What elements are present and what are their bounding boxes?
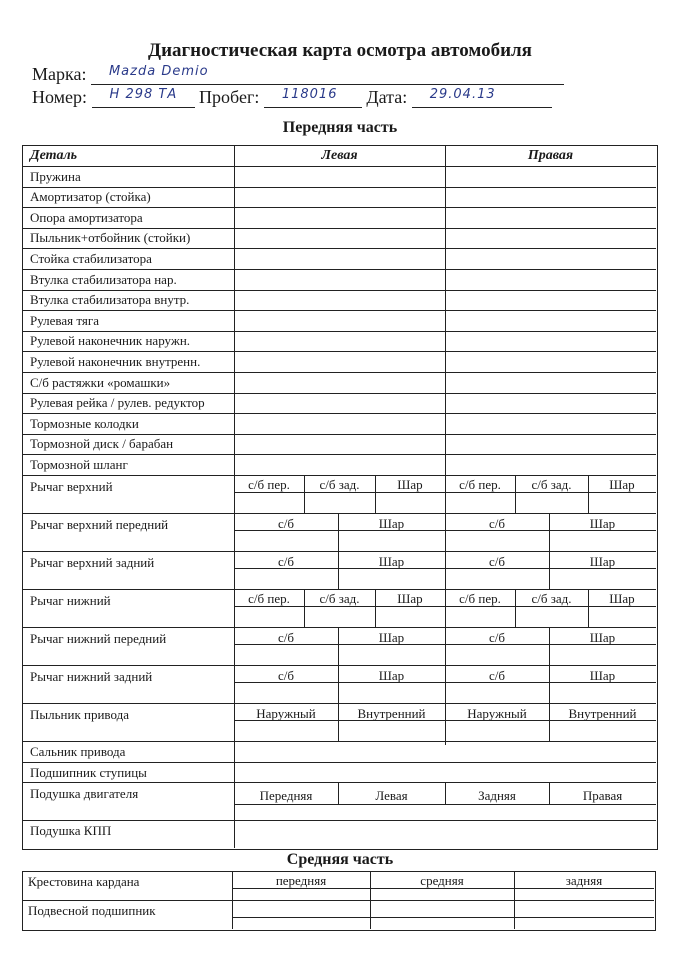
engine-sub-header: Правая [582, 788, 623, 804]
middle-section-heading: Средняя часть [286, 851, 394, 868]
brand-field [32, 64, 564, 85]
brand-value[interactable]: Mazda Demio [91, 64, 564, 85]
lever-right-sub-header: Шар [589, 668, 616, 683]
lever-left-cell[interactable] [338, 644, 445, 665]
middle-row-label: Крестовина кардана [28, 874, 140, 889]
boot-cell[interactable] [234, 720, 338, 741]
engine-sub-header: Задняя [478, 788, 516, 804]
lever-left-sub-header: Шар [378, 668, 405, 683]
lever-row-divider [22, 589, 656, 590]
lever-sub-divider [234, 568, 656, 569]
row-label: Втулка стабилизатора внутр. [30, 292, 190, 308]
boot-sub-header: Наружный [256, 706, 316, 721]
boot-cell[interactable] [549, 720, 656, 741]
boot-sub-divider [234, 720, 656, 721]
engine-mount-cell[interactable] [338, 804, 445, 820]
middle-row-label: Подвесной подшипник [28, 903, 156, 918]
lever-right-sub-header: с/б пер. [459, 477, 501, 492]
boot-sub-header: Наружный [467, 706, 527, 721]
number-value[interactable]: Н 298 ТА [92, 87, 195, 108]
lever-left-sub-header: с/б зад. [319, 477, 360, 492]
lever-right-sub-header: с/б зад. [531, 477, 572, 492]
hub-bearing-cell[interactable] [234, 762, 656, 783]
lever-left-sub-header: с/б [278, 630, 294, 645]
lever-right-cell[interactable] [515, 492, 588, 513]
column-header-detail: Деталь [30, 148, 78, 163]
row-left-cell[interactable] [234, 331, 445, 352]
lever-right-cell[interactable] [588, 492, 656, 513]
lever-left-sub-header: с/б [278, 554, 294, 569]
boot-subcol-divider [549, 703, 550, 741]
row-right-cell[interactable] [445, 393, 656, 414]
lever-left-cell[interactable] [375, 492, 445, 513]
boot-sub-header: Внутренний [568, 706, 637, 721]
middle-cell[interactable] [514, 900, 654, 929]
mileage-label: Пробег: [199, 87, 260, 107]
oil-seal-cell[interactable] [234, 741, 656, 762]
engine-mount-cell[interactable] [549, 804, 656, 820]
row-divider [22, 782, 656, 783]
row-right-cell[interactable] [445, 248, 656, 269]
lever-row-divider [22, 665, 656, 666]
middle-sub-header: средняя [420, 873, 464, 888]
row-left-cell[interactable] [234, 372, 445, 393]
engine-subcol-divider [338, 782, 339, 804]
lever-right-cell[interactable] [445, 606, 515, 627]
middle-cell[interactable] [370, 888, 514, 900]
lever-right-cell[interactable] [445, 492, 515, 513]
lever-left-cell[interactable] [338, 530, 445, 551]
lever-right-sub-header: с/б пер. [459, 591, 501, 606]
boot-cell[interactable] [445, 720, 549, 741]
row-right-cell[interactable] [445, 413, 656, 434]
row-label: Стойка стабилизатора [30, 250, 152, 266]
row-right-cell[interactable] [445, 207, 656, 228]
lever-left-cell[interactable] [234, 568, 338, 589]
row-label: С/б растяжки «ромашки» [30, 374, 171, 390]
brand-label: Марка: [32, 64, 87, 84]
row-label: Рулевой наконечник наружн. [30, 333, 191, 349]
boot-label: Пыльник привода [30, 707, 129, 722]
lever-left-cell[interactable] [234, 682, 338, 703]
row-label: Рулевой наконечник внутренн. [30, 353, 201, 369]
number-label: Номер: [32, 87, 88, 107]
lever-label: Рычаг верхний [30, 479, 113, 494]
lever-left-sub-header: с/б [278, 516, 294, 531]
row-left-cell[interactable] [234, 166, 445, 187]
row-left-cell[interactable] [234, 310, 445, 331]
lever-right-sub-header: с/б [489, 668, 505, 683]
lever-row-divider [22, 551, 656, 552]
gearbox-mount-cell[interactable] [234, 820, 656, 848]
lever-left-sub-header: с/б пер. [248, 477, 290, 492]
engine-sub-header: Левая [375, 788, 408, 804]
lever-left-cell[interactable] [375, 606, 445, 627]
lever-label: Рычаг верхний передний [30, 517, 169, 532]
row-right-cell[interactable] [445, 351, 656, 372]
row-right-cell[interactable] [445, 372, 656, 393]
lever-sub-divider [234, 606, 656, 607]
lever-label: Рычаг нижний передний [30, 631, 167, 646]
row-left-cell[interactable] [234, 434, 445, 455]
boot-subcol-divider [338, 703, 339, 741]
lever-left-sub-header: с/б пер. [248, 591, 290, 606]
row-left-cell[interactable] [234, 290, 445, 311]
lever-right-cell[interactable] [549, 568, 656, 589]
lever-left-cell[interactable] [234, 492, 304, 513]
lever-sub-divider [234, 530, 656, 531]
lever-sub-divider [234, 492, 656, 493]
date-label: Дата: [366, 87, 408, 107]
row-left-cell[interactable] [234, 207, 445, 228]
row-left-cell[interactable] [234, 393, 445, 414]
row-label: Опора амортизатора [30, 209, 143, 225]
gearbox-mount-label: Подушка КПП [30, 823, 112, 839]
lever-left-sub-header: с/б зад. [319, 591, 360, 606]
lever-left-cell[interactable] [338, 682, 445, 703]
row-right-cell[interactable] [445, 269, 656, 290]
lever-right-cell[interactable] [515, 606, 588, 627]
lever-right-sub-header: с/б [489, 516, 505, 531]
middle-sub-divider [232, 888, 654, 889]
lever-right-sub-header: Шар [589, 554, 616, 569]
date-value[interactable]: 29.04.13 [412, 87, 552, 108]
middle-cell[interactable] [232, 888, 370, 900]
lever-row-divider [22, 627, 656, 628]
row-label: Тормозной диск / барабан [30, 436, 174, 452]
boot-sub-header: Внутренний [357, 706, 426, 721]
lever-row-divider [22, 703, 656, 704]
lever-left-cell[interactable] [234, 530, 338, 551]
document-title: Диагностическая карта осмотра автомобиля [148, 40, 532, 61]
lever-right-sub-header: Шар [609, 477, 635, 492]
lever-right-cell[interactable] [445, 568, 549, 589]
row-right-cell[interactable] [445, 228, 656, 249]
middle-cell[interactable] [232, 900, 370, 929]
lever-left-cell[interactable] [304, 492, 375, 513]
row-label: Амортизатор (стойка) [30, 189, 151, 205]
lever-left-sub-header: Шар [378, 516, 405, 531]
engine-mount-cell[interactable] [445, 804, 549, 820]
lever-left-sub-header: с/б [278, 668, 294, 683]
engine-sub-header: Передняя [259, 788, 313, 804]
lever-right-cell[interactable] [445, 530, 549, 551]
engine-subcol-divider [549, 782, 550, 804]
lever-right-sub-header: Шар [589, 630, 616, 645]
lever-left-sub-header: Шар [378, 630, 405, 645]
row-right-cell[interactable] [445, 166, 656, 187]
row-right-cell[interactable] [445, 310, 656, 331]
engine-subcol-divider [445, 782, 446, 804]
lever-right-cell[interactable] [549, 530, 656, 551]
lever-left-sub-header: Шар [397, 477, 423, 492]
middle-sub-header: задняя [565, 873, 603, 888]
number-mileage-date-row [32, 87, 552, 108]
row-left-cell[interactable] [234, 413, 445, 434]
oil-seal-label: Сальник привода [30, 744, 126, 759]
lever-right-sub-header: Шар [589, 516, 616, 531]
mileage-value[interactable]: 118016 [264, 87, 362, 108]
column-header-right: Правая [527, 148, 574, 163]
lever-right-cell[interactable] [445, 644, 549, 665]
lever-right-cell[interactable] [588, 606, 656, 627]
lever-left-cell[interactable] [234, 644, 338, 665]
column-header-left: Левая [321, 148, 358, 163]
lever-right-cell[interactable] [549, 644, 656, 665]
lever-right-sub-header: с/б зад. [531, 591, 572, 606]
row-right-cell[interactable] [445, 290, 656, 311]
row-left-cell[interactable] [234, 454, 445, 475]
front-section-heading: Передняя часть [282, 119, 398, 136]
middle-sub-divider [232, 917, 654, 918]
lever-label: Рычаг нижний [30, 593, 111, 608]
hub-bearing-label: Подшипник ступицы [30, 764, 147, 780]
lever-right-sub-header: Шар [609, 591, 635, 606]
row-label: Пружина [30, 168, 81, 184]
lever-left-sub-header: Шар [378, 554, 405, 569]
row-label: Втулка стабилизатора нар. [30, 271, 177, 287]
lever-right-cell[interactable] [445, 682, 549, 703]
lever-left-cell[interactable] [304, 606, 375, 627]
row-left-cell[interactable] [234, 351, 445, 372]
lever-left-cell[interactable] [338, 568, 445, 589]
row-right-cell[interactable] [445, 187, 656, 208]
middle-cell[interactable] [370, 900, 514, 929]
lever-label: Рычаг верхний задний [30, 555, 155, 570]
row-left-cell[interactable] [234, 248, 445, 269]
lever-sub-divider [234, 644, 656, 645]
row-label: Пыльник+отбойник (стойки) [30, 230, 191, 246]
row-divider [22, 475, 656, 476]
lever-row-divider [22, 513, 656, 514]
row-right-cell[interactable] [445, 434, 656, 455]
lever-right-sub-header: с/б [489, 554, 505, 569]
row-left-cell[interactable] [234, 269, 445, 290]
row-right-cell[interactable] [445, 454, 656, 475]
row-left-cell[interactable] [234, 228, 445, 249]
lever-left-sub-header: Шар [397, 591, 423, 606]
row-right-cell[interactable] [445, 331, 656, 352]
lever-right-sub-header: с/б [489, 630, 505, 645]
lever-left-cell[interactable] [234, 606, 304, 627]
row-label: Тормозной шланг [30, 456, 128, 472]
lever-right-cell[interactable] [549, 682, 656, 703]
row-left-cell[interactable] [234, 187, 445, 208]
middle-cell[interactable] [514, 888, 654, 900]
row-label: Рулевая тяга [30, 312, 99, 328]
row-label: Рулевая рейка / рулев. редуктор [30, 395, 205, 411]
row-label: Тормозные колодки [30, 415, 139, 431]
middle-sub-header: передняя [275, 873, 327, 888]
boot-cell[interactable] [338, 720, 445, 741]
lever-label: Рычаг нижний задний [30, 669, 153, 684]
engine-mount-cell[interactable] [234, 804, 338, 820]
engine-mount-label: Подушка двигателя [30, 786, 139, 802]
engine-sub-divider [234, 804, 656, 805]
lever-sub-divider [234, 682, 656, 683]
